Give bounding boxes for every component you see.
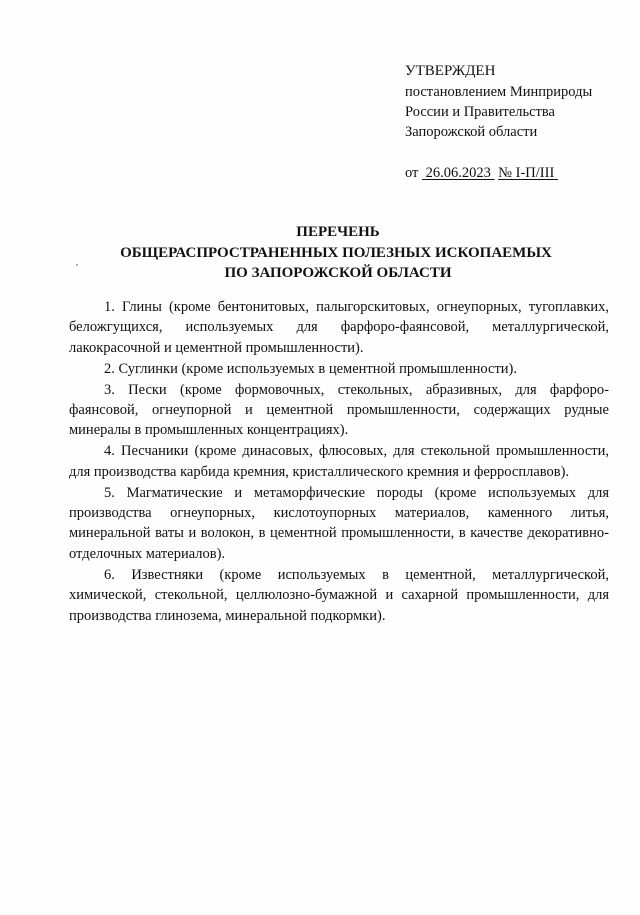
approval-line-2: России и Правительства — [405, 104, 555, 120]
approval-date: 26.06.2023 — [425, 165, 491, 181]
list-item-1: 1. Глины (кроме бентонитовых, палыгорскитовых, огнеупорных, тугоплавких, беложгущихся, используемых для фарфоро-фаянсовой, металлургической, лакокрасочной и цементной промышленности). — [69, 299, 609, 356]
approval-block — [405, 61, 625, 183]
list-item-4: 4. Песчаники (кроме динасовых, флюсовых, для стекольной промышленности, для производства карбида кремния, кристаллического кремния и ферросплавов). — [69, 443, 609, 480]
approval-date-field — [422, 165, 495, 181]
approval-line-3: Запорожской области — [405, 124, 538, 140]
approval-number-field — [498, 165, 558, 181]
list-item-2: 2. Суглинки (кроме используемых в цементной промышленности). — [104, 360, 517, 377]
approval-date-row — [405, 163, 625, 183]
approval-line-1: постановлением Минприроды — [405, 84, 593, 100]
list-item-3: 3. Пески (кроме формовочных, стекольных, абразивных, для фарфоро-фаянсовой, огнеупорной и цементной промышленности, содержащих рудные минералы в промышленных концентрациях). — [69, 381, 609, 439]
title-line-3: ПО ЗАПОРОЖСКОЙ ОБЛАСТИ — [224, 265, 452, 281]
date-prefix: от — [405, 165, 419, 181]
document-title — [0, 222, 640, 284]
title-line-2: ОБЩЕРАСПРОСТРАНЕННЫХ ПОЛЕЗНЫХ ИСКОПАЕМЫХ — [120, 244, 552, 261]
list-item-6: 6. Известняки (кроме используемых в цементной, металлургической, химической, стекольной, целлюлозно-бумажной и сахарной промышленности, для производства глинозема, минеральной подкормки). — [69, 566, 609, 624]
number-prefix: № — [498, 165, 512, 181]
list-item-5: 5. Магматические и метаморфические породы (кроме используемых для производства огнеупорных, кислотоупорных материалов, каменного литья, минеральной ваты и волокон, в цементной промышленности, в качестве декоративно-отделочных материалов). — [69, 484, 609, 562]
approval-number: I-П/III — [515, 165, 555, 181]
approval-heading: УТВЕРЖДЕН — [405, 63, 496, 79]
title-line-1: ПЕРЕЧЕНЬ — [296, 224, 380, 240]
document-body — [69, 297, 609, 626]
